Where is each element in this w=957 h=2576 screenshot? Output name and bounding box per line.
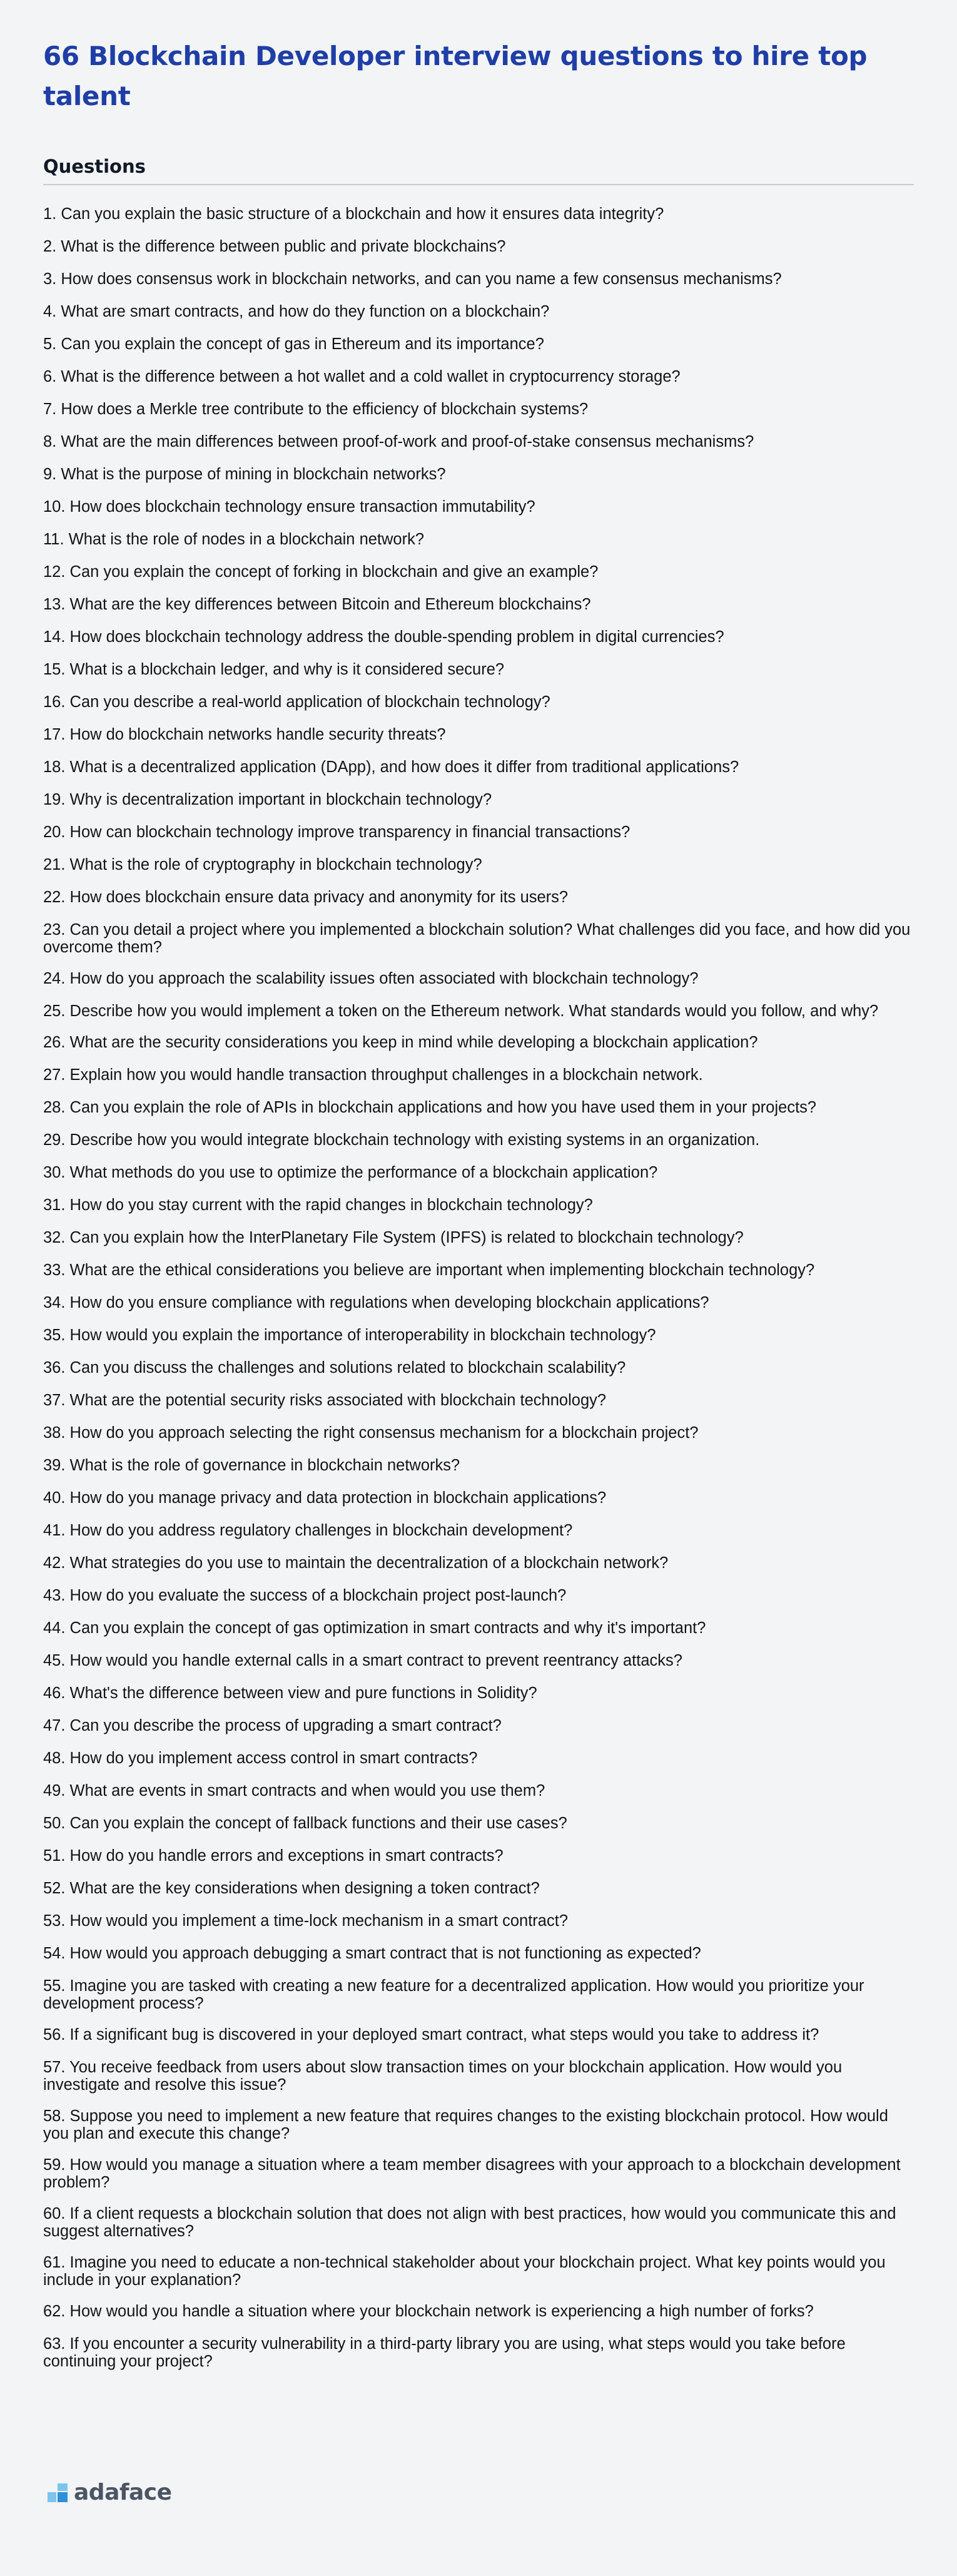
section-divider <box>43 184 914 185</box>
question-item: 27. Explain how you would handle transaction throughput challenges in a blockchain network. <box>43 1066 703 1084</box>
question-item: 44. Can you explain the concept of gas optimization in smart contracts and why it's important? <box>43 1619 706 1637</box>
question-item: 17. How do blockchain networks handle security threats? <box>43 726 446 743</box>
question-item: 31. How do you stay current with the rapid changes in blockchain technology? <box>43 1196 593 1214</box>
question-item: 33. What are the ethical considerations you believe are important when implementing blockchain technology? <box>43 1261 815 1279</box>
question-item: 6. What is the difference between a hot wallet and a cold wallet in cryptocurrency storage? <box>43 368 681 385</box>
question-item: 26. What are the security considerations you keep in mind while developing a blockchain application? <box>43 1034 758 1051</box>
question-item: 35. How would you explain the importance of interoperability in blockchain technology? <box>43 1326 656 1344</box>
question-item: 12. Can you explain the concept of forking in blockchain and give an example? <box>43 563 599 581</box>
question-item: 39. What is the role of governance in blockchain networks? <box>43 1457 460 1474</box>
question-item: 43. How do you evaluate the success of a blockchain project post-launch? <box>43 1587 567 1604</box>
question-list <box>43 205 914 2370</box>
question-item: 41. How do you address regulatory challenges in blockchain development? <box>43 1522 573 1539</box>
question-item: 48. How do you implement access control in smart contracts? <box>43 1749 478 1767</box>
section-heading-questions: Questions <box>43 156 146 177</box>
question-item: 16. Can you describe a real-world application of blockchain technology? <box>43 693 550 711</box>
question-item: 62. How would you handle a situation where your blockchain network is experiencing a high number of forks? <box>43 2303 814 2320</box>
question-item: 46. What's the difference between view and pure functions in Solidity? <box>43 1684 537 1702</box>
question-item: 54. How would you approach debugging a smart contract that is not functioning as expected? <box>43 1945 701 1962</box>
question-item: 61. Imagine you need to educate a non-technical stakeholder about your blockchain project. What key points would you include in your explanation? <box>43 2254 886 2289</box>
question-item: 4. What are smart contracts, and how do they function on a blockchain? <box>43 303 550 320</box>
question-item: 19. Why is decentralization important in blockchain technology? <box>43 791 492 808</box>
question-item: 28. Can you explain the role of APIs in blockchain applications and how you have used them in your projects? <box>43 1099 817 1116</box>
question-item: 37. What are the potential security risks associated with blockchain technology? <box>43 1392 607 1409</box>
question-item: 24. How do you approach the scalability issues often associated with blockchain technology? <box>43 970 699 987</box>
question-item: 50. Can you explain the concept of fallback functions and their use cases? <box>43 1815 567 1832</box>
question-item: 15. What is a blockchain ledger, and why is it considered secure? <box>43 661 505 678</box>
question-item: 60. If a client requests a blockchain solution that does not align with best practices, how would you communicate this and suggest alternatives? <box>43 2205 896 2240</box>
question-item: 29. Describe how you would integrate blockchain technology with existing systems in an organization. <box>43 1131 760 1149</box>
question-item: 1. Can you explain the basic structure of a blockchain and how it ensures data integrity? <box>43 205 664 223</box>
question-item: 40. How do you manage privacy and data protection in blockchain applications? <box>43 1489 607 1507</box>
question-item: 21. What is the role of cryptography in blockchain technology? <box>43 856 482 873</box>
question-item: 59. How would you manage a situation where a team member disagrees with your approach to a blockchain development problem? <box>43 2156 901 2191</box>
question-item: 52. What are the key considerations when designing a token contract? <box>43 1880 540 1897</box>
question-item: 42. What strategies do you use to maintain the decentralization of a blockchain network? <box>43 1554 669 1572</box>
question-item: 57. You receive feedback from users about slow transaction times on your blockchain application. How would you investigate and resolve this issue? <box>43 2059 843 2094</box>
question-item: 2. What is the difference between public and private blockchains? <box>43 238 506 255</box>
question-item: 49. What are events in smart contracts and when would you use them? <box>43 1782 545 1800</box>
question-item: 51. How do you handle errors and exceptions in smart contracts? <box>43 1847 504 1865</box>
question-item: 32. Can you explain how the InterPlanetary File System (IPFS) is related to blockchain technology? <box>43 1229 744 1246</box>
question-item: 20. How can blockchain technology improve transparency in financial transactions? <box>43 823 630 841</box>
question-item: 34. How do you ensure compliance with regulations when developing blockchain applications? <box>43 1294 709 1311</box>
page-content <box>43 36 914 2384</box>
question-item: 63. If you encounter a security vulnerability in a third-party library you are using, what steps would you take before continuing your project? <box>43 2335 846 2370</box>
footer <box>48 2480 172 2505</box>
question-item: 9. What is the purpose of mining in blockchain networks? <box>43 466 446 483</box>
question-item: 30. What methods do you use to optimize the performance of a blockchain application? <box>43 1164 658 1181</box>
question-item: 13. What are the key differences between Bitcoin and Ethereum blockchains? <box>43 596 591 613</box>
question-item: 38. How do you approach selecting the right consensus mechanism for a blockchain project? <box>43 1424 699 1442</box>
page-title: 66 Blockchain Developer interview questions to hire top talent <box>43 41 868 111</box>
question-item: 55. Imagine you are tasked with creating a new feature for a decentralized application. How would you prioritize your development process? <box>43 1977 864 2012</box>
question-item: 18. What is a decentralized application (DApp), and how does it differ from traditional applications? <box>43 758 739 776</box>
question-item: 11. What is the role of nodes in a blockchain network? <box>43 531 425 548</box>
question-item: 53. How would you implement a time-lock mechanism in a smart contract? <box>43 1912 568 1930</box>
adaface-logo-icon <box>48 2483 68 2502</box>
question-item: 5. Can you explain the concept of gas in Ethereum and its importance? <box>43 335 544 353</box>
question-item: 23. Can you detail a project where you implemented a blockchain solution? What challenges did you face, and how did you overcome them? <box>43 921 911 956</box>
question-item: 7. How does a Merkle tree contribute to the efficiency of blockchain systems? <box>43 400 589 418</box>
question-item: 45. How would you handle external calls in a smart contract to prevent reentrancy attacks? <box>43 1652 682 1669</box>
question-item: 10. How does blockchain technology ensure transaction immutability? <box>43 498 535 516</box>
question-item: 25. Describe how you would implement a token on the Ethereum network. What standards would you follow, and why? <box>43 1002 879 1020</box>
question-item: 58. Suppose you need to implement a new feature that requires changes to the existing blockchain protocol. How would you plan and execute this change? <box>43 2107 888 2142</box>
question-item: 47. Can you describe the process of upgrading a smart contract? <box>43 1717 502 1734</box>
adaface-logo-text: adaface <box>74 2480 172 2505</box>
question-item: 3. How does consensus work in blockchain networks, and can you name a few consensus mechanisms? <box>43 270 782 288</box>
question-item: 36. Can you discuss the challenges and solutions related to blockchain scalability? <box>43 1359 626 1377</box>
question-item: 8. What are the main differences between proof-of-work and proof-of-stake consensus mechanisms? <box>43 433 754 451</box>
question-item: 56. If a significant bug is discovered in your deployed smart contract, what steps would you take to address it? <box>43 2026 819 2044</box>
question-item: 14. How does blockchain technology address the double-spending problem in digital currencies? <box>43 628 724 646</box>
question-item: 22. How does blockchain ensure data privacy and anonymity for its users? <box>43 888 569 906</box>
